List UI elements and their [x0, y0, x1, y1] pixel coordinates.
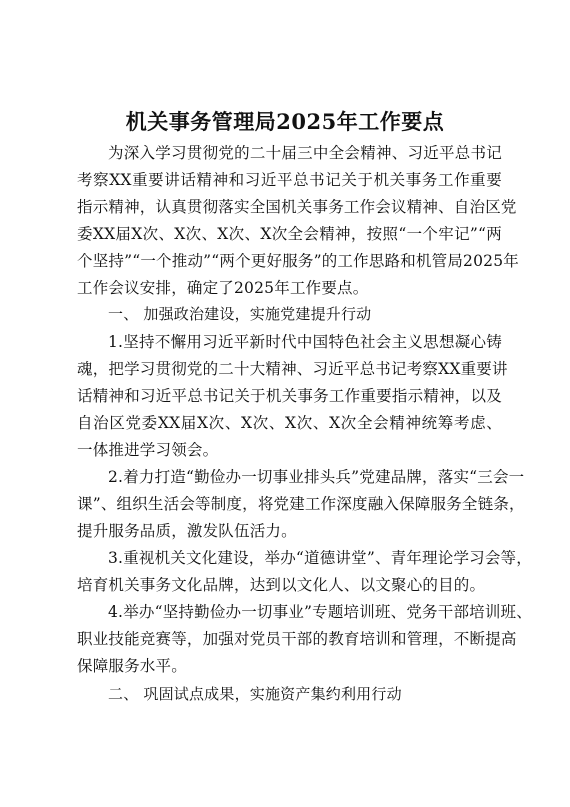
paragraph-line: 职业技能竞赛等，加强对党员干部的教育培训和管理，不断提高	[77, 630, 517, 648]
paragraph-line: 4.举办“坚持勤俭办一切事业”专题培训班、党务干部培训班、	[108, 603, 532, 621]
paragraph-line: 委XX届X次、X次、X次、X次全会精神，按照“一个牢记”“两	[77, 225, 502, 243]
paragraph-line: 个坚持”“一个推动”“两个更好服务”的工作思路和机管局2025年	[77, 252, 519, 270]
paragraph-line: 话精神和习近平总书记关于机关事务工作重要指示精神，以及	[77, 387, 502, 405]
paragraph-line: 自治区党委XX届X次、X次、X次、X次全会精神统筹考虑、	[77, 414, 502, 432]
paragraph-line: 提升服务品质，激发队伍活力。	[77, 522, 297, 540]
paragraph-line: 考察XX重要讲话精神和习近平总书记关于机关事务工作重要	[77, 171, 502, 189]
paragraph-line: 一体推进学习领会。	[77, 441, 219, 459]
paragraph-line: 2.着力打造“勤俭办一切事业排头兵”党建品牌，落实“三会一	[108, 468, 525, 486]
paragraph-line: 保障服务水平。	[77, 657, 187, 675]
paragraph-line: 3.重视机关文化建设，举办“道德讲堂”、青年理论学习会等，	[108, 549, 532, 567]
paragraph-line: 课”、组织生活会等制度，将党建工作深度融入保障服务全链条，	[77, 495, 525, 513]
paragraph-line: 为深入学习贯彻党的二十届三中全会精神、习近平总书记	[108, 144, 502, 162]
paragraph-line: 工作会议安排，确定了2025年工作要点。	[77, 279, 369, 297]
document-title: 机关事务管理局2025年工作要点	[125, 109, 445, 134]
paragraph-line: 培育机关事务文化品牌，达到以文化人、以文聚心的目的。	[77, 576, 486, 594]
paragraph-line: 魂，把学习贯彻党的二十大精神、习近平总书记考察XX重要讲	[77, 360, 508, 378]
paragraph-line: 1.坚持不懈用习近平新时代中国特色社会主义思想凝心铸	[108, 333, 502, 351]
paragraph-line: 指示精神，认真贯彻落实全国机关事务工作会议精神、自治区党	[77, 198, 517, 216]
section-heading-2: 二、 巩固试点成果，实施资产集约利用行动	[108, 685, 402, 703]
section-heading-1: 一、 加强政治建设，实施党建提升行动	[108, 305, 372, 323]
